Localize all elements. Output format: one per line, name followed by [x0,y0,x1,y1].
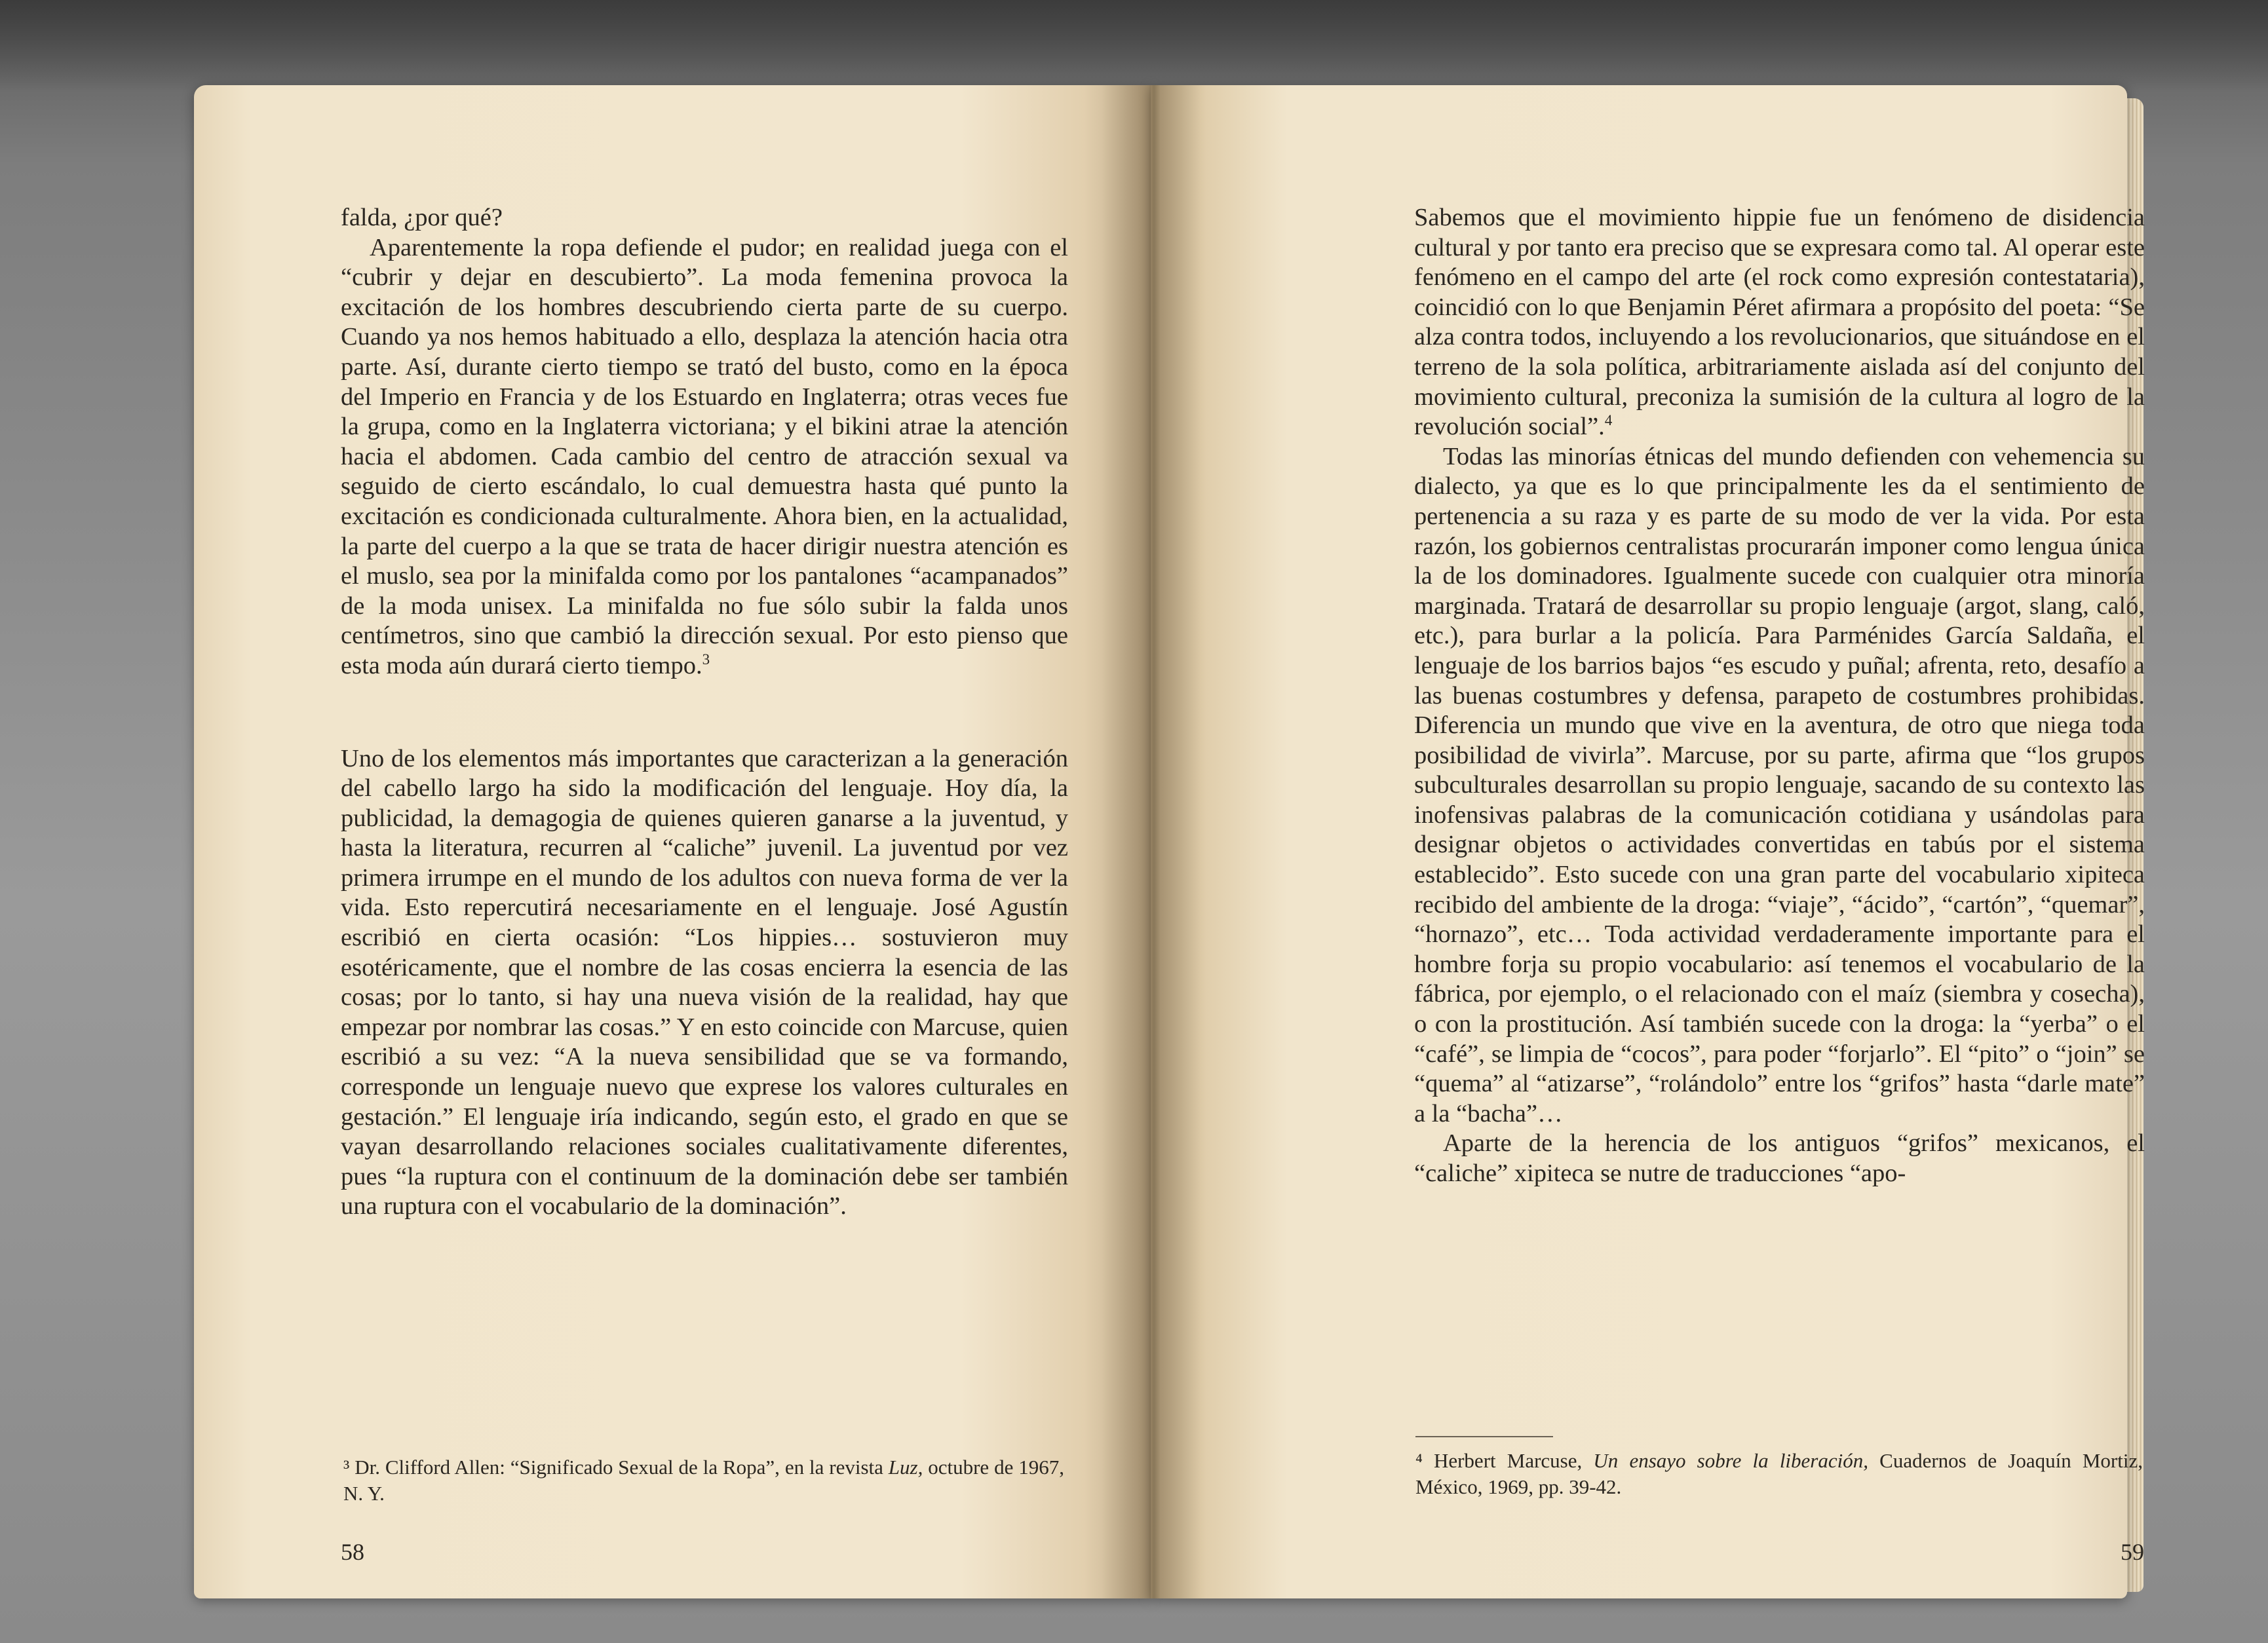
left-page [194,85,1151,1598]
page-number-left: 58 [341,1539,364,1565]
left-paragraph-1: falda, ¿por qué? [341,204,503,231]
right-footnote [1415,1448,2143,1500]
page-number-right: 59 [2121,1539,2144,1565]
footnote-text-end: Cuadernos de Joaquín Mortiz, México, 1969, pp. 39-42. [1415,1449,2143,1498]
footnote-marker: ⁴ [1415,1449,1423,1472]
footnote-text-end: octubre de 1967, N. Y. [343,1456,1064,1505]
right-page [1151,85,2145,1598]
footnote-text: Dr. Clifford Allen: “Significado Sexual de la Ropa”, en la revista [349,1456,889,1479]
left-paragraph-3: Uno de los elementos más importantes que caracterizan a la generación del cabello largo ha sido la modificación del lenguaje. Hoy día, la publicidad, la demagogia de quienes quieren ganarse a la juventud, y hasta la literatura, recurren al “caliche” juvenil. La juventud por vez primera irrumpe en el mundo de los adultos con nueva forma de ver la vida. Esto repercutirá necesariamente en el lenguaje. José Agustín escribió en cierta ocasión: “Los hippies… sostuvieron muy esotéricamente, que el nombre de las cosas encierra la esencia de las cosas; por lo tanto, si hay una nueva visión de la realidad, hay que empezar por nombrar las cosas.” Y en esto coincide con Marcuse, quien escribió a su vez: “A la nueva sensibilidad que se va formando, corresponde un lenguaje nuevo que exprese los valores culturales en gestación.” El lenguaje iría indicando, según esto, el grado en que se vayan desarrollando relaciones sociales cualitativamente diferentes, pues “la ruptura con el continuum de la dominación debe ser también una ruptura con el vocabulario de la dominación”. [341,744,1068,1220]
footnote-italic: Un ensayo sobre la liberación, [1593,1449,1868,1472]
book-spine [1102,85,1206,1598]
footnote-text: Herbert Marcuse, [1422,1449,1594,1472]
left-paragraph-2 [341,233,1068,681]
left-paragraph-2-text: Aparentemente la ropa defiende el pudor; en realidad juega con el “cubrir y dejar en descubierto”. La moda femenina provoca la excitación de los hombres descubriendo cierta parte de su cuerpo. Cuando ya nos hemos habituado a ello, desplaza la atención hacia otra parte. Así, durante cierto tiempo se trató del busto, como en la época del Imperio en Francia y de los Estuardo en Inglaterra; otras veces fue la grupa, como en la Inglaterra victoriana; y el bikini atrae la atención hacia el abdomen. Cada cambio del centro de atracción sexual va seguido de cierto escándalo, lo cual demuestra hasta qué punto la excitación es condicionada culturalmente. Ahora bien, en la actualidad, la parte del cuerpo a la que se trata de hacer dirigir nuestra atención es el muslo, sea por la minifalda como por los pantalones “acampanados” de la moda unisex. La minifalda no fue sólo subir la falda unos centímetros, sino que cambió la dirección sexual. Por esto pienso que esta moda aún durará cierto tiempo. [341,233,1068,679]
footnote-rule [1415,1436,1553,1437]
right-paragraph-1-text: Sabemos que el movimiento hippie fue un fenómeno de disidencia cultural y por tanto era preciso que se expresara como tal. Al operar este fenómeno en el campo del arte (el rock como expresión contestataria), coincidió con lo que Benjamin Péret afirmara a propósito del poeta: “Se alza contra todos, incluyendo a los revolucionarios, que situándose en el terreno de la sola política, arbitrariamente aislada así del conjunto del movimiento cultural, preconiza la sumisión de la cultura al logro de la revolución social”. [1414,204,2145,441]
note-ref-3: 3 [702,651,710,668]
left-footnote [343,1454,1064,1507]
open-book [194,85,2145,1598]
note-ref-4: 4 [1604,411,1613,429]
right-paragraph-3: Aparte de la herencia de los antiguos “grifos” mexicanos, el “caliche” xipiteca se nutre de traducciones “apo- [1414,1129,2145,1187]
right-page-text [1414,203,2145,1189]
right-paragraph-1 [1414,203,2145,442]
footnote-marker: ³ [343,1456,350,1479]
section-break [341,681,1068,744]
scanner-background [0,0,2268,92]
footnote-italic: Luz, [888,1456,923,1479]
left-page-text [341,203,1068,1222]
right-paragraph-2: Todas las minorías étnicas del mundo defienden con vehemencia su dialecto, ya que es lo que principalmente les da el sentimiento de pertenencia a su raza y es parte de su modo de ver la vida. Por esta razón, los gobiernos centralistas procurarán imponer como lengua única la de los dominadores. Igualmente sucede con cualquier otra minoría marginada. Tratará de desarrollar su propio lenguaje (argot, slang, caló, etc.), para burlar a la policía. Para Parménides García Saldaña, el lenguaje de los barrios bajos “es escudo y puñal; afrenta, reto, desafío a las buenas costumbres y defensa, parapeto de costumbres prohibidas. Diferencia un mundo que vive en la aventura, de otro que niega toda posibilidad de vivirla”. Marcuse, por su parte, afirma que “los grupos subculturales desarrollan su propio lenguaje, sacando de su contexto las inofensivas palabras de la comunicación cotidiana y usándolas para designar objetos o actividades convertidas en tabús por el sistema establecido”. Esto sucede con una gran parte del vocabulario xipiteca recibido del ambiente de la droga: “viaje”, “ácido”, “cartón”, “quemar”, “hornazo”, etc… Toda actividad verdaderamente importante para el hombre forja su propio vocabulario: así tenemos el vocabulario de la fábrica, por ejemplo, o el relacionado con el maíz (siembra y cosecha), o con la prostitución. Así también sucede con la droga: la “yerba” o el “café”, se limpia de “cocos”, para poder “forjarlo”. El “pito” o “join” se “quema” al “atizarse”, “rolándolo” entre los “grifos” hasta “darle mate” a la “bacha”… [1414,442,2145,1127]
